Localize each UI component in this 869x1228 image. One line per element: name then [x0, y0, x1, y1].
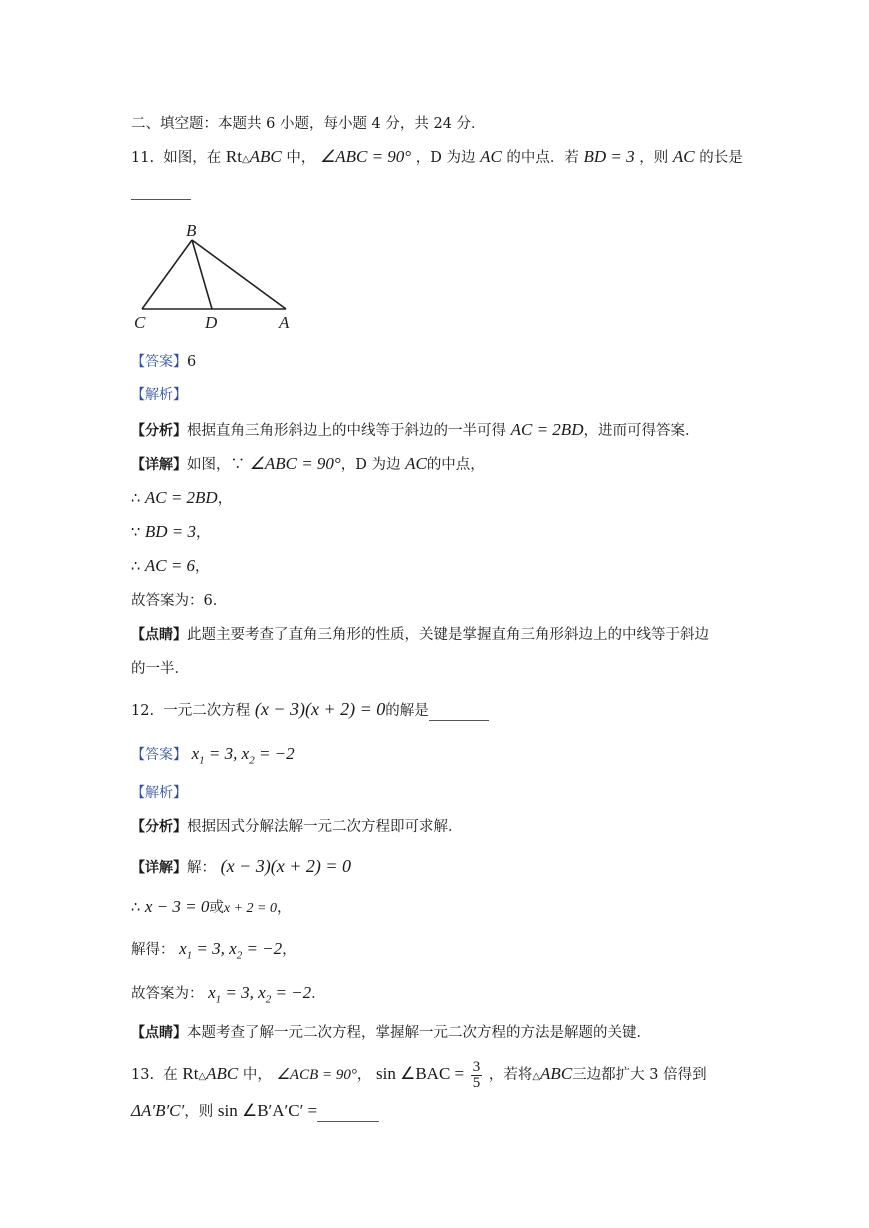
analysis-tag-12: 【解析】	[131, 785, 187, 801]
triangle-symbol-icon: △	[198, 1071, 207, 1082]
fenxi-12: 【分析】根据因式分解法解一元二次方程即可求解．	[131, 819, 463, 835]
step-12-1: ∴ x − 3 = 0或x + 2 = 0，	[131, 897, 292, 916]
answer-blank-13	[317, 1107, 379, 1122]
question-11-stem: 11. 如图，在 Rt△ABC 中， ∠ABC = 90° ，D 为边 AC 的中点．若 BD = 3 ，则 AC 的长是	[131, 147, 743, 166]
analysis-tag-11: 【解析】	[131, 387, 187, 403]
answer-11: 【答案】6	[131, 354, 197, 370]
edge-ba	[192, 240, 286, 309]
question-13-stem: 13. 在 Rt△ABC 中， ∠ACB = 90°， sin ∠BAC = $\frac{3}{5}$ ，若将△ABC三边都扩大 3 倍得到	[131, 1058, 707, 1091]
xiangjie-12: 【详解】解： (x − 3)(x + 2) = 0	[131, 856, 352, 876]
dianjing-12: 【点睛】本题考查了解一元二次方程，掌握解一元二次方程的方法是解题的关键．	[131, 1025, 651, 1041]
answer-12: 【答案】 $x_1 = 3$, $x_2 = -2$	[131, 744, 295, 767]
question-12-stem: 12. 一元二次方程 (x − 3)(x + 2) = 0的解是	[131, 699, 489, 721]
fraction-three-fifths: $\frac{3}{5}$	[472, 1058, 481, 1091]
triangle-figure	[128, 220, 298, 335]
question-13-stem-cont: ΔA′B′C′，则 sin ∠B′A′C′ =	[131, 1101, 379, 1122]
dianjing-11-cont: 的一半．	[131, 661, 189, 677]
step-11-1: ∴ AC = 2BD，	[131, 488, 233, 507]
question-number: 13.	[131, 1067, 155, 1083]
question-number: 12.	[131, 703, 155, 719]
triangle-symbol-icon: △	[241, 154, 250, 165]
label-a: A	[279, 313, 290, 332]
answer-blank-12	[429, 706, 489, 721]
conclusion-12: 故答案为： $x_1 = 3$, $x_2 = -2$．	[131, 983, 326, 1006]
edge-bc	[142, 240, 192, 309]
xiangjie-11: 【详解】如图，∵ ∠ABC = 90°，D 为边 AC的中点，	[131, 454, 485, 473]
section-title: 二、填空题：本题共 6 小题，每小题 4 分，共 24 分．	[131, 116, 486, 132]
step-11-3: ∴ AC = 6，	[131, 556, 210, 575]
label-c: C	[134, 313, 146, 332]
answer-blank-11	[131, 180, 191, 200]
conclusion-11: 故答案为：6．	[131, 593, 228, 609]
dianjing-11: 【点睛】此题主要考查了直角三角形的性质，关键是掌握直角三角形斜边上的中线等于斜边	[131, 627, 709, 643]
label-b: B	[186, 221, 197, 240]
step-11-2: ∵ BD = 3，	[131, 522, 211, 541]
step-12-2: 解得： $x_1 = 3$, $x_2 = -2$，	[131, 939, 297, 962]
label-d: D	[205, 313, 218, 332]
edge-bd	[192, 240, 212, 309]
question-number: 11.	[131, 150, 155, 166]
triangle-symbol-icon: △	[532, 1071, 541, 1082]
fenxi-11: 【分析】根据直角三角形斜边上的中线等于斜边的一半可得 AC = 2BD，进而可得答案．	[131, 420, 700, 439]
